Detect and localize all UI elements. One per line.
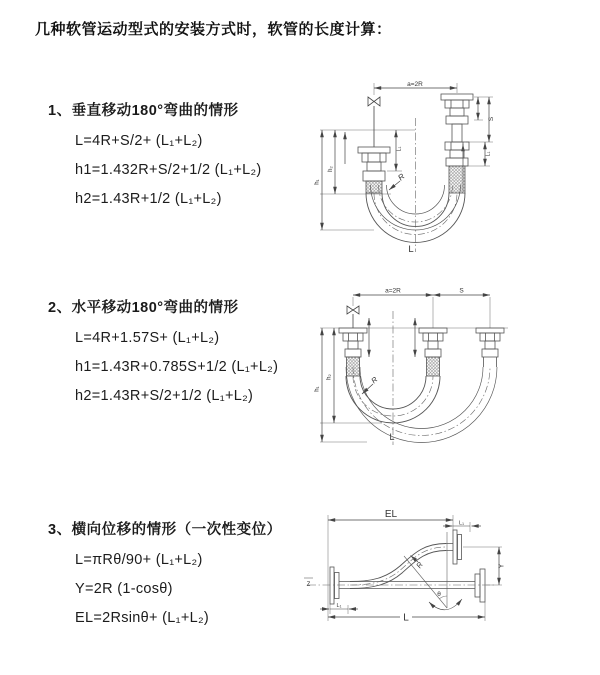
section-1-formula-L: L=4R+S/2+ (L₁+L₂) <box>75 133 203 149</box>
radius-line <box>404 556 447 608</box>
dim-label-h1: h₁ <box>314 386 321 392</box>
diagram2-labels <box>315 288 465 443</box>
section-2-heading: 2、水平移动180°弯曲的情形 <box>48 300 239 316</box>
valve-icon <box>368 97 380 147</box>
dim-label-l1-right: L₁ <box>485 151 492 157</box>
dim-label-l1-left: L₁ <box>396 146 403 152</box>
extension-lines <box>328 515 502 621</box>
dim-label-h1: h₁ <box>314 179 321 185</box>
flange-fittings <box>339 328 504 376</box>
braided-hose-left <box>366 181 382 193</box>
extension-lines <box>320 83 493 230</box>
z-mark-label: Z <box>306 582 311 588</box>
page-title: 几种软管运动型式的安装方式时，软管的长度计算： <box>35 21 392 38</box>
braided-hose-middle <box>427 357 440 376</box>
section-1-heading: 1、垂直移动180°弯曲的情形 <box>48 103 239 119</box>
length-label: L <box>389 432 395 442</box>
radius-label: R <box>369 374 380 386</box>
diagram-horizontal-180-bend <box>312 283 552 451</box>
section-3-formula-Y: Y=2R (1-cosθ) <box>75 581 173 597</box>
left-flange-fitting <box>358 147 390 193</box>
dim-label-y: Y <box>498 563 506 569</box>
radius-label: R <box>396 171 407 183</box>
dim-label-s: S <box>488 116 495 122</box>
dim-label-a2r: a=2R <box>407 81 423 88</box>
valve-icon <box>347 306 359 328</box>
section-2-formula-h1: h1=1.43R+0.785S+1/2 (L₁+L₂) <box>75 359 279 375</box>
section-2 <box>48 296 278 417</box>
dim-label-h2: h₂ <box>326 374 333 380</box>
dim-label-h2: h₂ <box>328 166 334 172</box>
length-label: L <box>403 612 409 624</box>
section-1 <box>48 99 262 220</box>
dim-label-l1-top: L₁ <box>459 520 464 527</box>
swing-arrow-arc <box>429 599 462 610</box>
flanges-and-pipes <box>330 530 485 604</box>
braided-hose-right <box>449 166 465 193</box>
section-2-formula-L: L=4R+1.57S+ (L₁+L₂) <box>75 330 220 346</box>
section-2-formula-h2: h2=1.43R+S/2+1/2 (L₁+L₂) <box>75 388 254 404</box>
right-flange-fitting <box>441 94 473 193</box>
section-3-formula-EL: EL=2Rsinθ+ (L₁+L₂) <box>75 610 210 626</box>
section-3 <box>48 518 282 639</box>
dim-label-l1-bottom: L₁ <box>336 603 342 609</box>
section-3-heading: 3、横向位移的情形（一次性变位） <box>48 522 282 538</box>
dim-label-s: S <box>459 287 464 295</box>
diagram-lateral-displacement <box>300 505 600 650</box>
diagram-vertical-180-bend <box>312 74 547 259</box>
dimension-lines <box>320 520 499 617</box>
radius-leader-arrow <box>389 181 400 190</box>
section-1-formula-h1: h1=1.432R+S/2+1/2 (L₁+L₂) <box>75 162 262 178</box>
length-label: L <box>408 244 414 255</box>
angle-label-theta: θ <box>437 591 441 598</box>
section-1-formula-h2: h2=1.43R+1/2 (L₁+L₂) <box>75 191 222 207</box>
radius-label: R <box>414 560 425 570</box>
section-3-formula-L: L=πRθ/90+ (L₁+L₂) <box>75 552 203 568</box>
dim-label-el: EL <box>384 509 398 520</box>
dim-label-a2r: a=2R <box>385 287 401 295</box>
